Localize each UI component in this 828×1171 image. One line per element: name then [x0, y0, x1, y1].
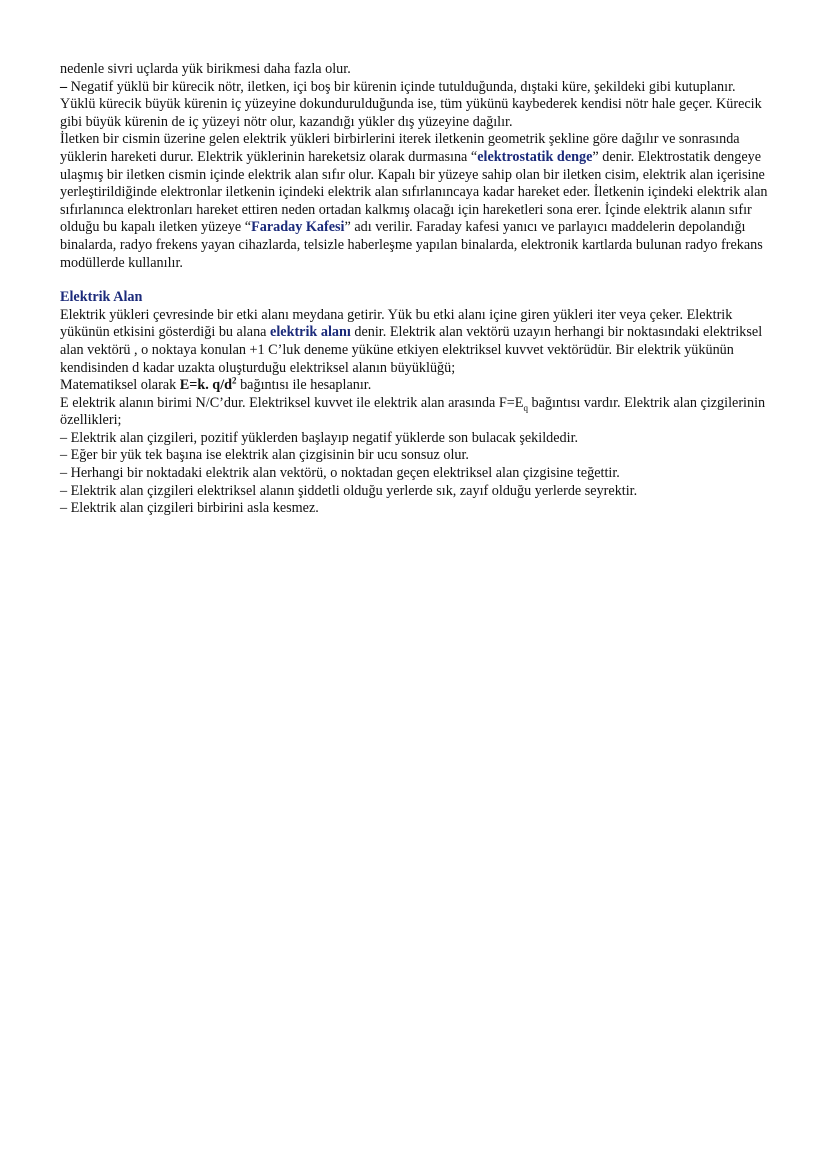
paragraph-unit: [60, 395, 772, 430]
document-page: [60, 61, 772, 518]
list-item: – Elektrik alan çizgileri, pozitif yüklerden başlayıp negatif yüklerde son bulacak şekildedir.: [60, 429, 579, 446]
paragraph-text: İletken bir cismin üzerine gelen elektrik yükleri birbirlerini iterek iletkenin geometrik şekline göre dağılır ve sonrasında yüklerin hareketi durur. Elektrik yüklerinin hareketsiz olarak durmasına “: [60, 131, 740, 165]
paragraph-text: ” denir. Elektrostatik dengeye ulaşmış bir iletken cismin içinde elektrik alan sıfır olur. Kapalı bir yüzeye sahip olan bir iletken cisim, elektrik alan içerisine yerleştirildiğinde elektronlar iletkenin içindeki elektrik alan sıfırlanıncaya kadar hareket eder. İletkenin içindeki elektrik alan sıfırlanınca elektronları hareket ettiren neden ortadan kalkmış olacağı için hareketleri sona erer. İçinde elektrik alanın sıfır olduğu bu kapalı iletken yüzeye “: [60, 148, 768, 236]
paragraph-electric-field: [60, 307, 772, 377]
list-item: – Eğer bir yük tek başına ise elektrik alan çizgisinin bir ucu sonsuz olur.: [60, 447, 469, 464]
paragraph-text: E elektrik alanın birimi N/C’dur. Elektriksel kuvvet ile elektrik alan arasında F=E: [60, 394, 524, 411]
highlight-term: Faraday Kafesi: [251, 219, 345, 236]
formula: E=k. q/d: [179, 377, 233, 394]
highlight-term: elektrik alanı: [270, 324, 351, 341]
list-item: – Elektrik alan çizgileri elektriksel alanın şiddetli olduğu yerlerde sık, zayıf olduğu yerlerde seyrektir.: [60, 482, 638, 499]
paragraph-text: Negatif yüklü bir kürecik nötr, iletken, içi boş bir kürenin içinde tutulduğunda, dıştaki küre, şekildeki gibi kutuplanır. Yüklü kürecik büyük kürenin iç yüzeyine dokundurulduğunda ise, tüm yükünü kaybederek kendisi nötr hale geçer. Kürecik gibi büyük kürenin de iç yüzeyi nötr olur, kazandığı yükler dış yüzeyine dağılır.: [60, 78, 762, 130]
formula-exponent: 2: [232, 375, 237, 386]
paragraph-text: bağıntısı vardır. Elektrik alan çizgilerinin özellikleri;: [60, 394, 766, 429]
highlight-term: elektrostatik denge: [477, 148, 593, 165]
paragraph-negative-charge: [60, 79, 772, 132]
paragraph-text: bağıntısı ile hesaplanır.: [236, 377, 372, 394]
text-line: nedenle sivri uçlarda yük birikmesi daha fazla olur.: [60, 61, 351, 77]
dash-mark: –: [60, 78, 68, 95]
paragraph-electrostatic-equilibrium: [60, 131, 772, 272]
paragraph-formula: [60, 377, 772, 395]
section-heading: Elektrik Alan: [60, 289, 143, 306]
paragraph-text: ” adı verilir. Faraday kafesi yanıcı ve parlayıcı maddelerin depolandığı binalarda, radyo frekens yayan cihazlarda, telsizle haberleşme yapılan binalarda, elektronik kartlarda bulunan radyo frekans modüllerde kullanılır.: [60, 219, 763, 271]
paragraph-text: Elektrik yükleri çevresinde bir etki alanı meydana getirir. Yük bu etki alanı içine giren yükleri iter veya çeker. Elektrik yükünün etkisini gösterdiği bu alana: [60, 306, 733, 341]
paragraph-text: Matematiksel olarak: [60, 377, 180, 394]
paragraph-text: denir. Elektrik alan vektörü uzayın herhangi bir noktasındaki elektriksel alan vektörü , o noktaya konulan +1 C’luk deneme yüküne etkiyen elektriksel kuvvet vektörüdür. Bir elektrik yükünün kendisinden d kadar uzakta oluşturduğu elektriksel alanın büyüklüğü;: [60, 324, 763, 376]
list-item: – Elektrik alan çizgileri birbirini asla kesmez.: [60, 500, 319, 517]
subscript: q: [523, 402, 528, 413]
list-item: – Herhangi bir noktadaki elektrik alan vektörü, o noktadan geçen elektriksel alan çizgisine teğettir.: [60, 465, 620, 482]
